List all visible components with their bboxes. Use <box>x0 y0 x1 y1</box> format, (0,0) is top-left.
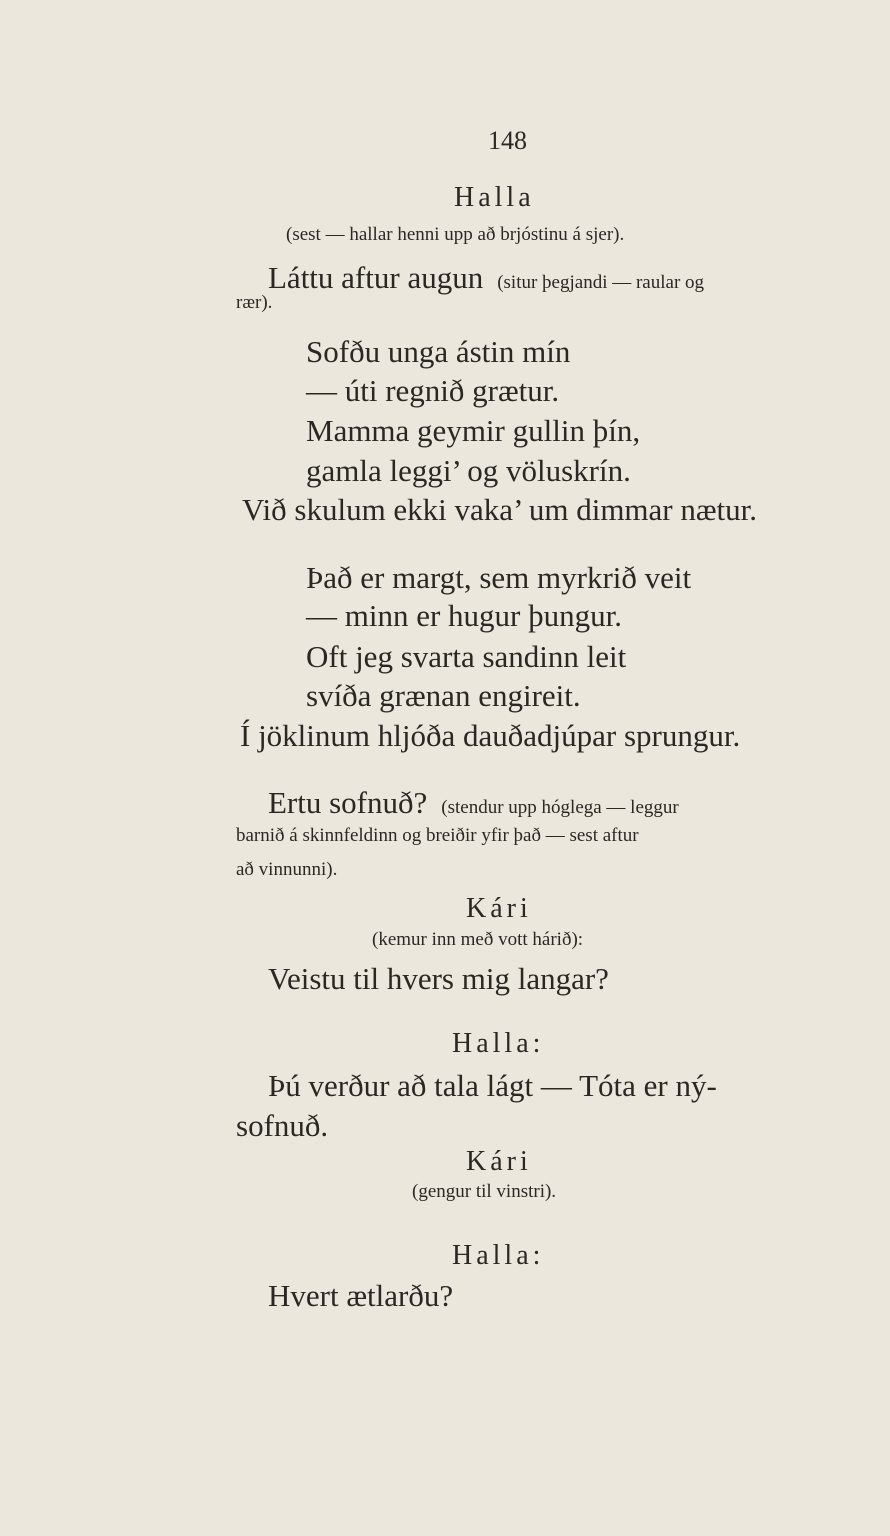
verse-line: — minn er hugur þungur. <box>306 598 622 633</box>
verse-line: — úti regnið grætur. <box>306 373 560 408</box>
stage-direction: (situr þegjandi — raular og <box>497 272 705 293</box>
speaker-kari: Kári <box>466 893 532 924</box>
stage-direction: (sest — hallar henni upp að brjóstinu á sjer). <box>286 224 625 245</box>
speaker-halla: Halla <box>454 182 535 213</box>
speaker-halla: Halla: <box>452 1028 545 1059</box>
verse-line: Sofðu unga ástin mín <box>306 334 571 369</box>
verse-line: Oft jeg svarta sandinn leit <box>306 639 627 674</box>
stage-direction-continued: barnið á skinnfeldinn og breiðir yfir það — sest aftur <box>236 825 639 846</box>
verse-line: Það er margt, sem myrkrið veit <box>306 560 692 595</box>
stage-direction-continued: að vinnunni). <box>236 859 338 880</box>
stage-direction: (stendur upp hóglega — leggur <box>441 797 679 818</box>
stage-direction-continued: rær). <box>236 292 273 313</box>
stage-direction: (gengur til vinstri). <box>412 1181 557 1202</box>
speech-line: Veistu til hvers mig langar? <box>268 961 609 996</box>
speaker-halla: Halla: <box>452 1240 545 1271</box>
speech-line <box>268 262 704 293</box>
speech-line <box>268 787 679 818</box>
speech-line: Hvert ætlarðu? <box>268 1278 454 1313</box>
verse-line: Við skulum ekki vaka’ um dimmar nætur. <box>242 492 758 527</box>
speech-text: Láttu aftur augun <box>268 260 484 295</box>
verse-line: Mamma geymir gullin þín, <box>306 413 641 448</box>
speaker-kari: Kári <box>466 1146 532 1177</box>
verse-line: Í jöklinum hljóða dauðadjúpar sprungur. <box>240 718 741 753</box>
page-number: 148 <box>488 126 527 155</box>
stage-direction: (kemur inn með vott hárið): <box>372 929 584 950</box>
speech-line: Þú verður að tala lágt — Tóta er ný- <box>268 1068 717 1103</box>
speech-line-continued: sofnuð. <box>236 1108 329 1143</box>
verse-line: svíða grænan engireit. <box>306 678 581 713</box>
speech-text: Ertu sofnuð? <box>268 785 428 820</box>
verse-line: gamla leggi’ og völuskrín. <box>306 453 631 488</box>
